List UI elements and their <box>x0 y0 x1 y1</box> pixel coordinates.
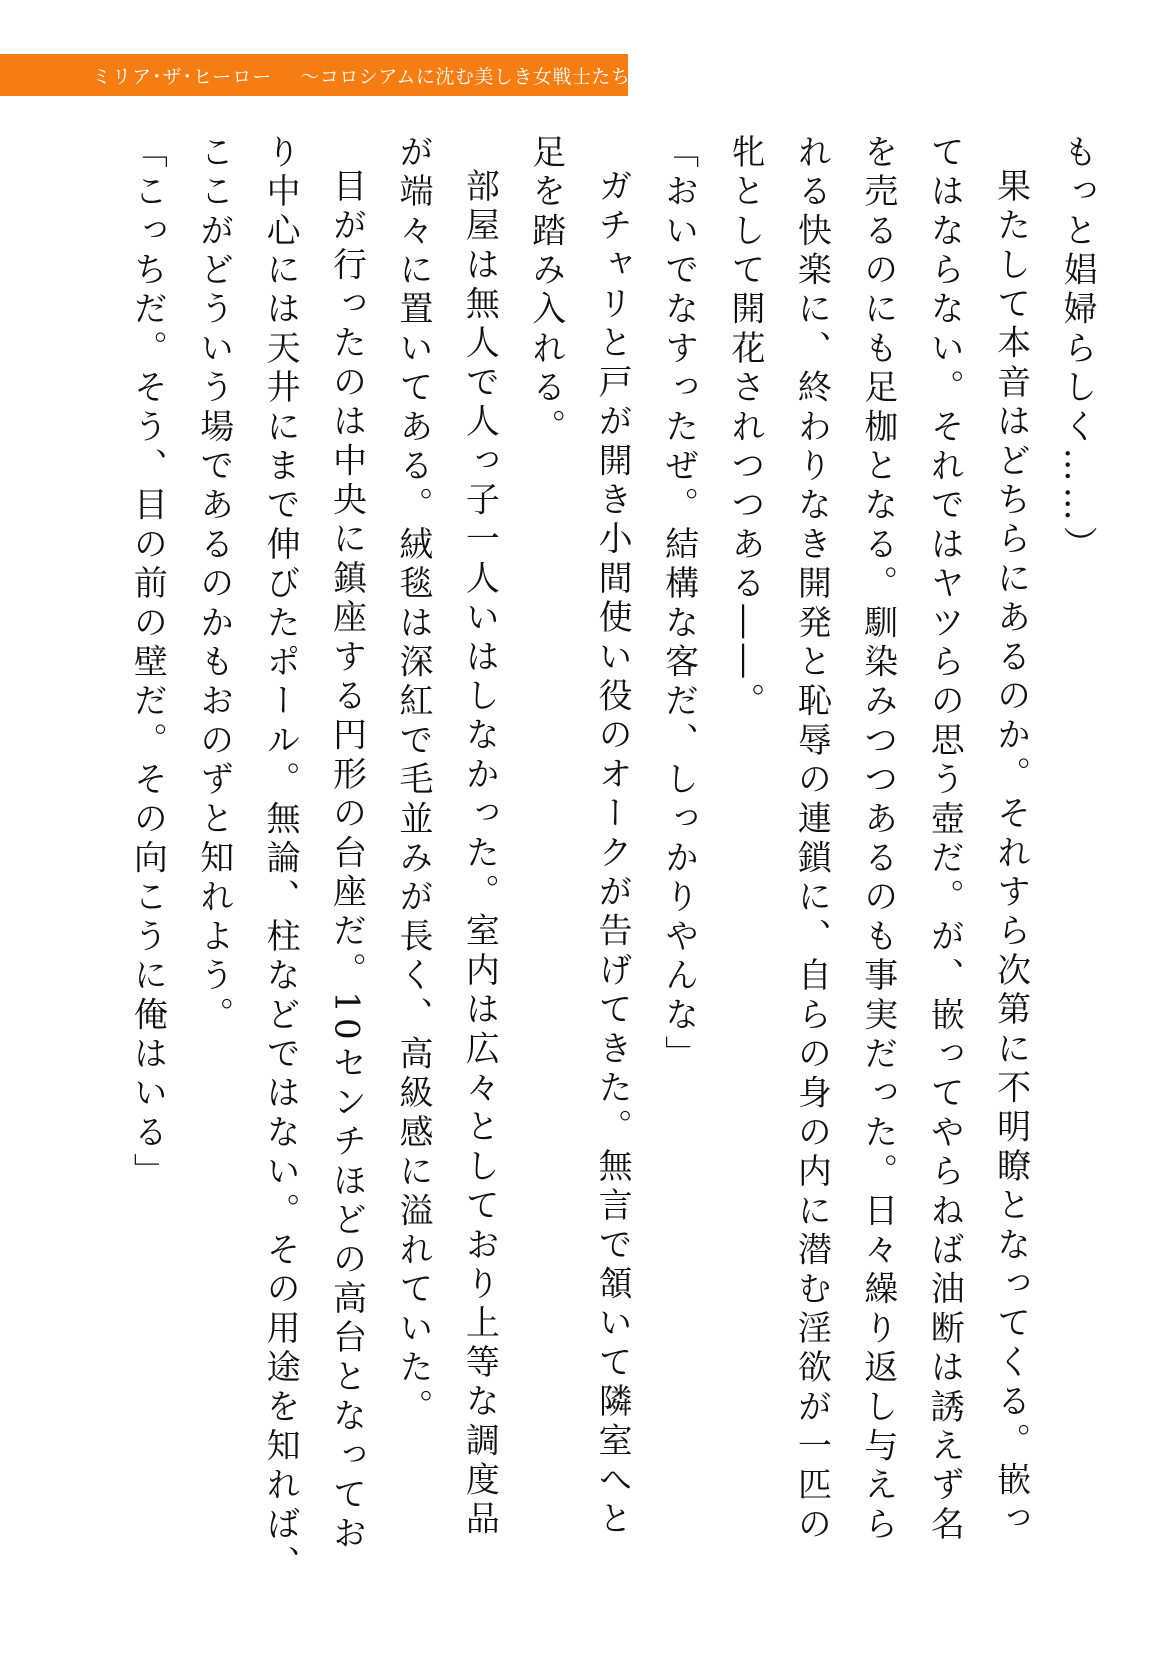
text-line: ここがどういう場であるのかもおのずと知れよう。 <box>193 134 234 1036</box>
text-line: れる快楽に、終わりなき開発と恥辱の連鎖に、自らの身の内に潜む淫欲が一匹の <box>791 134 832 1546</box>
text-line: り中心には天井にまで伸びたポール。無論、柱などではない。その用途を知れば、 <box>260 134 301 1585</box>
text-line: 部屋は無人で人っ子一人いはしなかった。室内は広々としており上等な調度品 <box>459 168 500 1540</box>
text-line: もっと娼婦らしく……） <box>1057 134 1097 566</box>
text-line: 足を踏み入れる。 <box>525 134 566 448</box>
text-line: てはならない。それではヤツらの思う壺だ。が、嵌ってやらねば油断は誘えず名 <box>924 134 965 1546</box>
book-title: ミリア･ザ･ヒーロー <box>92 65 273 88</box>
text-line: 牝として開花されつつある――。 <box>724 134 765 722</box>
running-header <box>0 54 650 96</box>
text-line: 「こっちだ。そう、目の前の壁だ。その向こうに俺はいる」 <box>127 134 168 1193</box>
text-line: を売るのにも足枷となる。馴染みつつあるのも事実だった。日々繰り返し与えら <box>857 134 898 1546</box>
text-line: が端々に置いてある。絨毯は深紅で毛並みが長く、高級感に溢れていた。 <box>392 134 433 1428</box>
text-line: 「おいでなすったぜ。結構な客だ、しっかりやんな」 <box>658 134 699 1075</box>
text-line: ガチャリと戸が開き小間使い役のオークが告げてきた。無言で頷いて隣室へと <box>592 168 633 1540</box>
text-line: 目が行ったのは中央に鎮座する円形の台座だ。10センチほどの高台となってお <box>326 168 367 1555</box>
book-subtitle: ～コロシアムに沈む美しき女戦士たち～ <box>300 65 650 88</box>
vertical-text-body <box>50 134 1110 1634</box>
text-line: 果たして本音はどちらにあるのか。それすら次第に不明瞭となってくる。嵌っ <box>990 168 1031 1540</box>
